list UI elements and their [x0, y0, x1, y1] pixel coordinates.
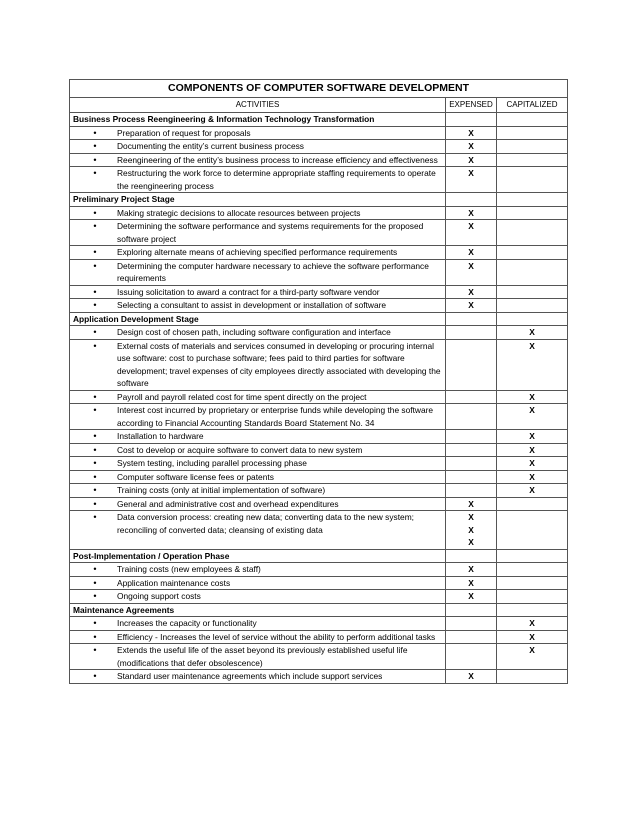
activity-cell [70, 576, 446, 590]
list-item [73, 590, 442, 603]
table-row [70, 670, 568, 684]
bullet-icon: • [93, 577, 97, 588]
mark-x: X [468, 300, 474, 310]
bullet-icon: • [93, 458, 97, 468]
list-item [73, 220, 442, 245]
table-row [70, 167, 568, 193]
bullet-icon: • [93, 260, 97, 271]
activity-text: Determining the computer hardware necessary to achieve the software performance requirements [117, 260, 429, 283]
list-item [73, 484, 442, 497]
mark-x: X [468, 154, 474, 165]
expensed-cell [446, 220, 497, 246]
table-row [70, 153, 568, 167]
list-item [73, 457, 442, 470]
expensed-cell [446, 670, 497, 684]
capitalized-cell [497, 497, 568, 511]
expensed-cell [446, 153, 497, 167]
activity-cell [70, 644, 446, 670]
list-item [73, 511, 442, 536]
list-item [73, 207, 442, 220]
mark-x: X [468, 141, 474, 151]
section-row [70, 193, 568, 207]
table-row [70, 220, 568, 246]
table-row [70, 326, 568, 340]
section-capitalized-cell [497, 549, 568, 563]
list-item [73, 670, 442, 683]
activity-text: Installation to hardware [117, 431, 204, 441]
activity-cell [70, 630, 446, 644]
mark-x: X [468, 524, 474, 535]
mark-x: X [468, 564, 474, 574]
header-capitalized: CAPITALIZED [497, 98, 568, 113]
mark-x: X [468, 537, 474, 547]
table-row [70, 617, 568, 631]
activity-cell [70, 617, 446, 631]
section-title: Maintenance Agreements [70, 603, 446, 617]
capitalized-cell [497, 630, 568, 644]
capitalized-cell [497, 206, 568, 220]
bullet-icon: • [93, 485, 97, 495]
capitalized-cell [497, 220, 568, 246]
section-expensed-cell [446, 312, 497, 326]
list-item [73, 577, 442, 590]
header-activities: ACTIVITIES [70, 98, 446, 113]
section-expensed-cell [446, 549, 497, 563]
activity-cell [70, 326, 446, 340]
mark-x: X [529, 405, 535, 415]
section-row [70, 312, 568, 326]
table-title: COMPONENTS OF COMPUTER SOFTWARE DEVELOPMENT [70, 80, 568, 98]
expensed-cell [446, 443, 497, 457]
capitalized-cell [497, 246, 568, 260]
activity-text: Efficiency - Increases the level of service without the ability to perform additional tasks [117, 631, 436, 642]
section-expensed-cell [446, 113, 497, 127]
bullet-icon: • [93, 141, 97, 151]
bullet-icon: • [93, 564, 97, 574]
mark-x: X [468, 221, 474, 231]
activity-text: Standard user maintenance agreements which include support services [117, 671, 383, 681]
list-item [73, 631, 442, 644]
table-row [70, 140, 568, 154]
expensed-cell [446, 576, 497, 590]
bullet-icon: • [93, 444, 97, 455]
bullet-icon: • [93, 471, 97, 482]
bullet-icon: • [93, 671, 97, 681]
table-row [70, 484, 568, 498]
activity-cell [70, 140, 446, 154]
mark-x: X [529, 485, 535, 495]
section-row [70, 549, 568, 563]
activity-cell [70, 497, 446, 511]
list-item [73, 260, 442, 285]
activity-cell [70, 590, 446, 604]
capitalized-cell [497, 563, 568, 577]
table-row [70, 259, 568, 285]
activity-text: General and administrative cost and overhead expenditures [117, 498, 339, 509]
bullet-icon: • [93, 286, 97, 297]
expensed-cell [446, 511, 497, 550]
table-row [70, 563, 568, 577]
bullet-icon: • [93, 221, 97, 231]
mark-x: X [468, 512, 474, 522]
bullet-icon: • [93, 645, 97, 655]
expensed-cell [446, 470, 497, 484]
capitalized-cell [497, 576, 568, 590]
bullet-icon: • [93, 391, 97, 402]
expensed-cell [446, 206, 497, 220]
activity-text: Data conversion process: creating new data; converting data to the new system; reconciling of converted data; cleansing of existing data [117, 512, 415, 535]
table-row [70, 404, 568, 430]
list-item [73, 391, 442, 404]
mark-x: X [468, 671, 474, 681]
list-item [73, 154, 442, 167]
capitalized-cell [497, 443, 568, 457]
section-row [70, 603, 568, 617]
expensed-cell [446, 299, 497, 313]
list-item [73, 140, 442, 153]
capitalized-cell [497, 259, 568, 285]
activity-cell [70, 206, 446, 220]
bullet-icon: • [93, 405, 97, 415]
mark-x: X [529, 631, 535, 642]
expensed-cell [446, 339, 497, 390]
capitalized-cell [497, 670, 568, 684]
section-title: Business Process Reengineering & Information Technology Transformation [70, 113, 446, 127]
section-expensed-cell [446, 193, 497, 207]
mark-x: X [468, 286, 474, 297]
capitalized-cell [497, 285, 568, 299]
expensed-cell [446, 430, 497, 444]
list-item [73, 286, 442, 299]
activity-text: Interest cost incurred by proprietary or enterprise funds while developing the software according to Financial Accounting Standards Board Statement No. 34 [117, 405, 434, 428]
activity-text: Reengineering of the entity’s business process to increase efficiency and effectiveness [117, 154, 438, 165]
activity-cell [70, 246, 446, 260]
list-item [73, 444, 442, 457]
section-capitalized-cell [497, 113, 568, 127]
activity-cell [70, 339, 446, 390]
expensed-cell [446, 390, 497, 404]
activity-text: Design cost of chosen path, including software configuration and interface [117, 327, 391, 337]
bullet-icon: • [93, 247, 97, 257]
activity-text: System testing, including parallel processing phase [117, 458, 307, 468]
activity-cell [70, 470, 446, 484]
mark-x: X [529, 391, 535, 402]
expensed-cell [446, 285, 497, 299]
list-item [73, 326, 442, 339]
mark-x: X [468, 577, 474, 588]
table-row [70, 630, 568, 644]
activity-text: Ongoing support costs [117, 591, 201, 601]
list-item [73, 563, 442, 576]
expensed-cell [446, 563, 497, 577]
activity-cell [70, 670, 446, 684]
mark-x: X [529, 645, 535, 655]
list-item [73, 430, 442, 443]
activity-text: Extends the useful life of the asset beyond its previously established useful life (modifications that defer obsolescence) [117, 645, 408, 668]
expensed-cell [446, 484, 497, 498]
mark-x: X [468, 591, 474, 601]
activity-cell [70, 430, 446, 444]
activity-text: Selecting a consultant to assist in development or installation of software [117, 300, 387, 310]
capitalized-cell [497, 470, 568, 484]
bullet-icon: • [93, 300, 97, 310]
table-row [70, 457, 568, 471]
activity-cell [70, 484, 446, 498]
bullet-icon: • [93, 127, 97, 138]
activity-text: Increases the capacity or functionality [117, 618, 257, 628]
table-row [70, 497, 568, 511]
bullet-icon: • [93, 327, 97, 337]
table-row [70, 126, 568, 140]
capitalized-cell [497, 390, 568, 404]
bullet-icon: • [93, 207, 97, 218]
activity-cell [70, 404, 446, 430]
section-capitalized-cell [497, 312, 568, 326]
mark-x: X [529, 458, 535, 468]
bullet-icon: • [93, 168, 97, 178]
table-row [70, 443, 568, 457]
table-row [70, 430, 568, 444]
mark-x: X [468, 247, 474, 257]
activity-text: Application maintenance costs [117, 577, 231, 588]
mark-x: X [529, 618, 535, 628]
table-row [70, 590, 568, 604]
activity-text: Training costs (new employees & staff) [117, 564, 261, 574]
mark-x: X [529, 327, 535, 337]
activity-text: Restructuring the work force to determine appropriate staffing requirements to operate the reengineering process [117, 168, 436, 191]
expensed-cell [446, 590, 497, 604]
expensed-cell [446, 644, 497, 670]
expensed-cell [446, 167, 497, 193]
capitalized-cell [497, 140, 568, 154]
activity-cell [70, 285, 446, 299]
table-row [70, 285, 568, 299]
list-item [73, 299, 442, 312]
activity-text: Computer software license fees or patents [117, 471, 274, 482]
expensed-cell [446, 326, 497, 340]
activity-text: Making strategic decisions to allocate resources between projects [117, 207, 361, 218]
section-capitalized-cell [497, 193, 568, 207]
software-development-table [69, 79, 568, 684]
expensed-cell [446, 630, 497, 644]
list-item [73, 340, 442, 390]
table-body [70, 80, 568, 684]
table-row [70, 390, 568, 404]
mark-x: X [529, 471, 535, 482]
table-row [70, 246, 568, 260]
capitalized-cell [497, 644, 568, 670]
mark-x: X [529, 444, 535, 455]
activity-text: Preparation of request for proposals [117, 127, 251, 138]
activity-text: Documenting the entity’s current business process [117, 141, 304, 151]
activity-text: Issuing solicitation to award a contract for a third-party software vendor [117, 286, 380, 297]
list-item [73, 127, 442, 140]
list-item [73, 498, 442, 511]
expensed-cell [446, 457, 497, 471]
expensed-cell [446, 404, 497, 430]
bullet-icon: • [93, 591, 97, 601]
section-capitalized-cell [497, 603, 568, 617]
bullet-icon: • [93, 618, 97, 628]
capitalized-cell [497, 617, 568, 631]
capitalized-cell [497, 484, 568, 498]
table-row [70, 299, 568, 313]
activity-cell [70, 457, 446, 471]
table-row [70, 511, 568, 550]
capitalized-cell [497, 590, 568, 604]
mark-x: X [468, 127, 474, 138]
activity-cell [70, 220, 446, 246]
capitalized-cell [497, 457, 568, 471]
table-row [70, 206, 568, 220]
capitalized-cell [497, 299, 568, 313]
capitalized-cell [497, 326, 568, 340]
section-title: Application Development Stage [70, 312, 446, 326]
capitalized-cell [497, 339, 568, 390]
capitalized-cell [497, 126, 568, 140]
capitalized-cell [497, 153, 568, 167]
section-expensed-cell [446, 603, 497, 617]
activity-text: Cost to develop or acquire software to convert data to new system [117, 444, 363, 455]
activity-cell [70, 390, 446, 404]
expensed-cell [446, 140, 497, 154]
expensed-cell [446, 259, 497, 285]
section-title: Post-Implementation / Operation Phase [70, 549, 446, 563]
expensed-cell [446, 246, 497, 260]
capitalized-cell [497, 430, 568, 444]
activity-cell [70, 153, 446, 167]
bullet-icon: • [93, 631, 97, 642]
table-row [70, 644, 568, 670]
activity-cell [70, 511, 446, 550]
bullet-icon: • [93, 340, 97, 351]
activity-text: Determining the software performance and systems requirements for the proposed software project [117, 221, 424, 244]
activity-cell [70, 299, 446, 313]
list-item [73, 246, 442, 259]
list-item [73, 167, 442, 192]
bullet-icon: • [93, 154, 97, 165]
header-row [70, 98, 568, 113]
capitalized-cell [497, 167, 568, 193]
bullet-icon: • [93, 431, 97, 441]
activity-cell [70, 443, 446, 457]
section-row [70, 113, 568, 127]
mark-x: X [468, 260, 474, 271]
table-row [70, 576, 568, 590]
expensed-cell [446, 497, 497, 511]
activity-text: Payroll and payroll related cost for time spent directly on the project [117, 391, 367, 402]
activity-text: External costs of materials and services consumed in developing or procuring internal use software: cost to purchase software; fees paid to third parties for software development; travel expenses of city employees directly associated with developing the software [117, 340, 441, 388]
bullet-icon: • [93, 498, 97, 509]
activity-cell [70, 259, 446, 285]
list-item [73, 644, 442, 669]
mark-x: X [529, 431, 535, 441]
capitalized-cell [497, 404, 568, 430]
expensed-cell [446, 126, 497, 140]
title-row [70, 80, 568, 98]
list-item [73, 471, 442, 484]
mark-x: X [529, 340, 535, 351]
table-row [70, 339, 568, 390]
table-row [70, 470, 568, 484]
mark-x: X [468, 168, 474, 178]
mark-x: X [468, 207, 474, 218]
capitalized-cell [497, 511, 568, 550]
activity-cell [70, 167, 446, 193]
activity-cell [70, 563, 446, 577]
list-item [73, 617, 442, 630]
activity-text: Exploring alternate means of achieving specified performance requirements [117, 247, 398, 257]
list-item [73, 404, 442, 429]
activity-text: Training costs (only at initial implementation of software) [117, 485, 326, 495]
mark-x: X [468, 498, 474, 509]
activity-cell [70, 126, 446, 140]
expensed-cell [446, 617, 497, 631]
section-title: Preliminary Project Stage [70, 193, 446, 207]
bullet-icon: • [93, 512, 97, 522]
header-expensed: EXPENSED [446, 98, 497, 113]
